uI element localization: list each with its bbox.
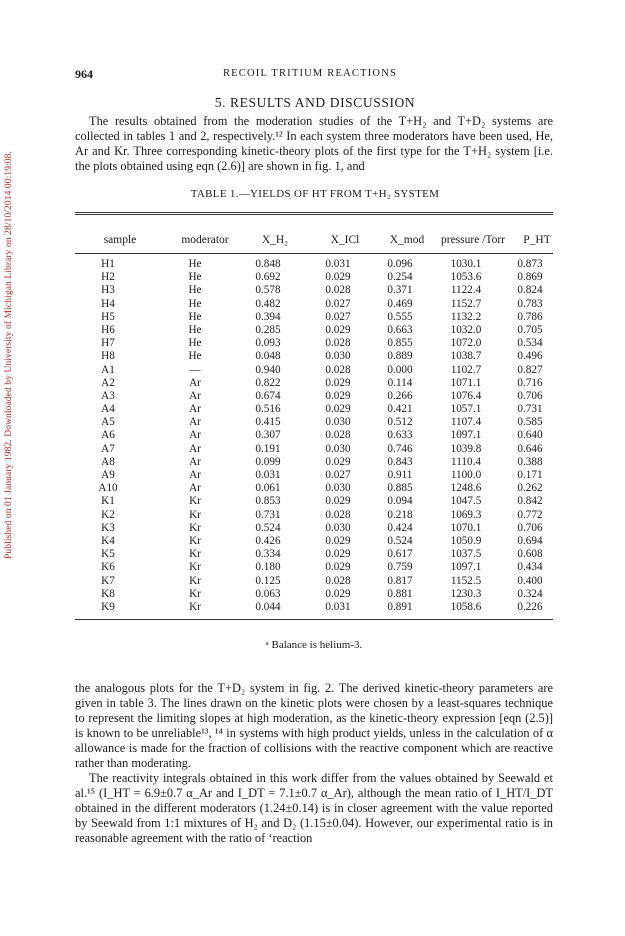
table-cell: K7: [101, 574, 115, 587]
table-cell: 0.911: [387, 469, 413, 481]
table-cell: 1102.7: [450, 363, 482, 376]
table-cell: 0.218: [387, 508, 413, 521]
table-cell: 0.028: [325, 508, 351, 521]
table-cell: 0.324: [517, 587, 543, 600]
table-cell: 1030.1: [450, 258, 482, 270]
table-cell: 1057.1: [450, 403, 482, 416]
table-cell: 1097.1: [450, 561, 482, 574]
table-cell: 0.029: [325, 403, 351, 416]
table-cell: 1058.6: [450, 600, 482, 613]
table-cell: 0.029: [325, 587, 351, 600]
download-watermark: [2, 120, 16, 590]
table-row: [75, 443, 553, 456]
table-cell: 0.469: [387, 297, 413, 310]
table-cell: He: [188, 271, 202, 284]
table-cell: 0.640: [517, 429, 543, 442]
table-cell: Kr: [189, 521, 201, 534]
table-cell: A8: [101, 455, 115, 468]
table-cell: 0.731: [255, 508, 281, 521]
table-cell: 0.394: [255, 310, 281, 323]
table-cell: 0.827: [517, 363, 543, 376]
col-header-pressure: pressure /Torr: [440, 234, 506, 246]
table-cell: K6: [101, 561, 115, 574]
table-cell: 0.061: [255, 482, 281, 495]
table-cell: 1107.4: [450, 416, 482, 429]
table-cell: 0.746: [387, 442, 413, 455]
table-cell: 1072.0: [450, 337, 482, 350]
table-cell: 0.028: [325, 574, 351, 587]
table-cell: 0.093: [255, 337, 281, 350]
table-cell: 0.706: [517, 521, 543, 534]
table-cell: He: [188, 284, 202, 297]
table-cell: 1230.3: [450, 587, 482, 600]
table-cell: 1032.0: [450, 323, 482, 336]
col-header-x-h2: X_H₂: [261, 234, 289, 246]
table-cell: 0.482: [255, 297, 281, 310]
table-cell: 1152.5: [450, 574, 482, 587]
table-row: [75, 350, 553, 363]
table-cell: A2: [101, 376, 115, 389]
table-cell: K4: [101, 534, 115, 547]
table-cell: 0.030: [325, 416, 351, 429]
table-cell: Ar: [189, 403, 201, 416]
table-cell: Ar: [189, 455, 201, 468]
table-cell: 1039.8: [450, 442, 482, 455]
table-cell: 0.029: [325, 561, 351, 574]
table-cell: H3: [101, 284, 115, 297]
table-cell: 0.031: [255, 469, 281, 481]
table-cell: 0.434: [517, 561, 543, 574]
table-cell: 0.674: [255, 389, 281, 402]
table-cell: A10: [98, 482, 118, 495]
table-footnote: ᵃ Balance is helium-3.: [265, 639, 363, 651]
table-cell: 0.516: [255, 403, 281, 416]
table-row: [75, 337, 553, 350]
table-cell: 0.027: [325, 469, 351, 481]
table-cell: H5: [101, 310, 115, 323]
table-cell: 0.706: [517, 389, 543, 402]
col-header-x-mod: X_mod: [389, 234, 425, 246]
table-cell: 0.786: [517, 310, 543, 323]
table-cell: 0.029: [325, 271, 351, 284]
table-cell: 0.512: [387, 416, 413, 429]
table-cell: 0.534: [517, 337, 543, 350]
table-top-rule: [75, 212, 553, 213]
table-cell: 0.028: [325, 363, 351, 376]
table-cell: H4: [101, 297, 115, 310]
table-row: [75, 522, 553, 535]
table-cell: H6: [101, 323, 115, 336]
table-row: [75, 284, 553, 297]
table-cell: 0.617: [387, 548, 413, 561]
table-body: [75, 258, 553, 614]
table-cell: Kr: [189, 600, 201, 613]
table-cell: 0.262: [517, 482, 543, 495]
table-cell: 0.388: [517, 455, 543, 468]
table-row: [75, 601, 553, 614]
table-cell: 0.885: [387, 482, 413, 495]
table-cell: 0.226: [517, 600, 543, 613]
table-cell: 0.848: [255, 258, 281, 270]
table-row: [75, 258, 553, 271]
table-row: [75, 324, 553, 337]
table-cell: 1070.1: [450, 521, 482, 534]
table-cell: 1152.7: [450, 297, 482, 310]
table-cell: 0.094: [387, 495, 413, 508]
table-cell: 1050.9: [450, 534, 482, 547]
table-row: [75, 429, 553, 442]
table-cell: 0.030: [325, 442, 351, 455]
table-row: [75, 364, 553, 377]
table-row: [75, 271, 553, 284]
table-cell: 0.426: [255, 534, 281, 547]
table-cell: He: [188, 323, 202, 336]
table-cell: 0.180: [255, 561, 281, 574]
table-cell: 1076.4: [450, 389, 482, 402]
table-cell: 0.853: [255, 495, 281, 508]
table-cell: A9: [101, 469, 115, 481]
table-row: [75, 416, 553, 429]
table-cell: Ar: [189, 376, 201, 389]
table-cell: 0.191: [255, 442, 281, 455]
table-cell: 0.873: [517, 258, 543, 270]
table-cell: H2: [101, 271, 115, 284]
table-cell: 0.029: [325, 389, 351, 402]
table-cell: Ar: [189, 482, 201, 495]
table-cell: Kr: [189, 548, 201, 561]
table-cell: 1110.4: [451, 455, 481, 468]
table-cell: 1071.1: [450, 376, 482, 389]
table-cell: H1: [101, 258, 115, 270]
table-cell: 0.029: [325, 376, 351, 389]
intro-paragraph: The results obtained from the moderation studies of the T+H₂ and T+D₂ systems are collected in tables 1 and 2, respectively.¹² In each system three moderators have been used, He, Ar and Kr. Three corresponding kinetic-theory plots of the first type for the T+H₂ system [i.e. the plots obtained using eqn (2.6)] are shown in fig. 1, and: [75, 114, 553, 173]
table-cell: 0.524: [255, 521, 281, 534]
table-row: [75, 548, 553, 561]
table-cell: 0.608: [517, 548, 543, 561]
table-cell: 0.842: [517, 495, 543, 508]
table-cell: 0.254: [387, 271, 413, 284]
table-cell: 0.048: [255, 350, 281, 363]
table-cell: 1047.5: [450, 495, 482, 508]
table-row: [75, 482, 553, 495]
table-cell: K5: [101, 548, 115, 561]
table-bottom-rule: [75, 619, 553, 620]
table-cell: 0.031: [325, 258, 351, 270]
col-header-p-ht: P_HT: [523, 234, 551, 246]
table-cell: 0.266: [387, 389, 413, 402]
table-cell: 0.663: [387, 323, 413, 336]
table-cell: Ar: [189, 389, 201, 402]
table-row: [75, 298, 553, 311]
table-cell: —: [189, 363, 201, 376]
reactivity-paragraph: The reactivity integrals obtained in this work differ from the values obtained by Seewald et al.¹⁵ (I_HT = 6.9±0.7 α_Ar and I_DT = 7.1±0.7 α_Ar), although the mean ratio of I_HT/I_DT obtained in the different moderators (1.24±0.14) is in closer agreement with the value reported by Seewald from 1:1 mixtures of H₂ and D₂ (1.15±0.04). However, our experimental ratio is in reasonable agreement with the ratio of ‘reaction: [75, 771, 553, 845]
table-cell: 0.029: [325, 534, 351, 547]
table-cell: 0.881: [387, 587, 413, 600]
table-cell: 0.783: [517, 297, 543, 310]
table-cell: 1053.6: [450, 271, 482, 284]
table-cell: 0.585: [517, 416, 543, 429]
page-header: [75, 67, 545, 81]
table-cell: He: [188, 337, 202, 350]
table-cell: 0.759: [387, 561, 413, 574]
table-cell: He: [188, 258, 202, 270]
table-cell: 0.415: [255, 416, 281, 429]
table-cell: 0.285: [255, 323, 281, 336]
table-cell: 0.822: [255, 376, 281, 389]
table-cell: K2: [101, 508, 115, 521]
table-cell: Kr: [189, 561, 201, 574]
table-cell: H7: [101, 337, 115, 350]
col-header-moderator: moderator: [181, 234, 229, 246]
table-cell: 1097.1: [450, 429, 482, 442]
table-header: [75, 218, 553, 250]
table-cell: 0.891: [387, 600, 413, 613]
table-cell: 0.063: [255, 587, 281, 600]
table-cell: 0.307: [255, 429, 281, 442]
table-cell: A6: [101, 429, 115, 442]
download-watermark-text: Published on 01 January 1982. Downloaded by University of Michigan Library on 28/10/2014 00:19:08.: [4, 151, 14, 559]
table-cell: 0.125: [255, 574, 281, 587]
table-cell: Kr: [189, 587, 201, 600]
table-row: [75, 403, 553, 416]
page-number: 964: [75, 67, 93, 81]
table-row: [75, 575, 553, 588]
table-cell: Ar: [189, 416, 201, 429]
table-cell: A1: [101, 363, 115, 376]
table-cell: 0.889: [387, 350, 413, 363]
table-cell: 0.772: [517, 508, 543, 521]
table-cell: 0.869: [517, 271, 543, 284]
table-cell: 1100.0: [450, 469, 482, 481]
section-title: 5. RESULTS AND DISCUSSION: [214, 95, 416, 110]
table-row: [75, 588, 553, 601]
table-cell: A4: [101, 403, 115, 416]
col-header-x-icl: X_ICl: [330, 234, 360, 246]
table-cell: He: [188, 297, 202, 310]
table-cell: 0.824: [517, 284, 543, 297]
table-cell: 0.705: [517, 323, 543, 336]
table-cell: 0.028: [325, 429, 351, 442]
table-cell: 0.030: [325, 482, 351, 495]
table-top-rule-second: [75, 214, 553, 215]
table-cell: K3: [101, 521, 115, 534]
table-cell: 0.731: [517, 403, 543, 416]
table-cell: 0.421: [387, 403, 413, 416]
table-row: [75, 561, 553, 574]
table-cell: 0.524: [387, 534, 413, 547]
table-header-rule: [75, 253, 553, 254]
table-cell: 0.646: [517, 442, 543, 455]
table-cell: 0.940: [255, 363, 281, 376]
table-cell: Ar: [189, 442, 201, 455]
table-cell: 0.578: [255, 284, 281, 297]
table-cell: K9: [101, 600, 115, 613]
table-cell: 0.334: [255, 548, 281, 561]
table-row: [75, 377, 553, 390]
table-cell: A3: [101, 389, 115, 402]
table-cell: 1038.7: [450, 350, 482, 363]
table-cell: Kr: [189, 495, 201, 508]
table-cell: 0.400: [517, 574, 543, 587]
table-cell: 0.028: [325, 284, 351, 297]
table-cell: 0.694: [517, 534, 543, 547]
table-row: [75, 509, 553, 522]
table-cell: 1248.6: [450, 482, 482, 495]
table-cell: 0.716: [517, 376, 543, 389]
table-row: [75, 390, 553, 403]
table-cell: He: [188, 310, 202, 323]
table-row: [75, 495, 553, 508]
table-cell: 0.843: [387, 455, 413, 468]
table-row: [75, 456, 553, 469]
table-cell: A7: [101, 442, 115, 455]
table-cell: 0.029: [325, 323, 351, 336]
table-cell: 0.633: [387, 429, 413, 442]
table-cell: Kr: [189, 508, 201, 521]
table-cell: 1122.4: [450, 284, 482, 297]
table-cell: Kr: [189, 534, 201, 547]
table-cell: 0.044: [255, 600, 281, 613]
running-head: RECOIL TRITIUM REACTIONS: [222, 68, 398, 79]
table-cell: 0.031: [325, 600, 351, 613]
table-cell: Ar: [189, 429, 201, 442]
table-cell: 0.555: [387, 310, 413, 323]
table-cell: 0.692: [255, 271, 281, 284]
table-cell: 0.099: [255, 455, 281, 468]
table-cell: 0.030: [325, 521, 351, 534]
table-cell: 0.029: [325, 495, 351, 508]
table-cell: 0.029: [325, 455, 351, 468]
table-cell: 0.371: [387, 284, 413, 297]
table-cell: 0.000: [387, 363, 413, 376]
table-cell: 1132.2: [450, 310, 482, 323]
table-cell: 0.114: [387, 376, 413, 389]
table-cell: 0.424: [387, 521, 413, 534]
table-cell: 0.096: [387, 258, 413, 270]
table-row: [75, 469, 553, 482]
table-caption: TABLE 1.—YIELDS OF HT FROM T+H₂ SYSTEM: [190, 188, 440, 200]
table-cell: Ar: [189, 469, 201, 481]
table-cell: 0.027: [325, 310, 351, 323]
table-cell: He: [188, 350, 202, 363]
table-cell: K8: [101, 587, 115, 600]
table-cell: 0.027: [325, 297, 351, 310]
table-cell: 1037.5: [450, 548, 482, 561]
table-cell: H8: [101, 350, 115, 363]
table-row: [75, 535, 553, 548]
table-row: [75, 311, 553, 324]
table-cell: 0.029: [325, 548, 351, 561]
table-cell: 0.171: [517, 469, 543, 481]
table-cell: K1: [101, 495, 115, 508]
table-cell: 0.855: [387, 337, 413, 350]
table-cell: 1069.3: [450, 508, 482, 521]
table-cell: 0.028: [325, 337, 351, 350]
col-header-sample: sample: [103, 234, 137, 246]
table-cell: A5: [101, 416, 115, 429]
table-cell: 0.817: [387, 574, 413, 587]
following-paragraph: the analogous plots for the T+D₂ system in fig. 2. The derived kinetic-theory parameters are given in table 3. The lines drawn on the kinetic plots were chosen by a least-squares technique to represent the limiting slopes at high moderation, as the kinetic-theory expression [eqn (2.5)] is known to be unreliable¹³, ¹⁴ in systems with high product yields, unless in the calculation of α allowance is made for the fraction of collisions with the reactive component which are reactive rather than moderating.: [75, 681, 553, 770]
table-cell: Kr: [189, 574, 201, 587]
table-cell: 0.030: [325, 350, 351, 363]
table-cell: 0.496: [517, 350, 543, 363]
